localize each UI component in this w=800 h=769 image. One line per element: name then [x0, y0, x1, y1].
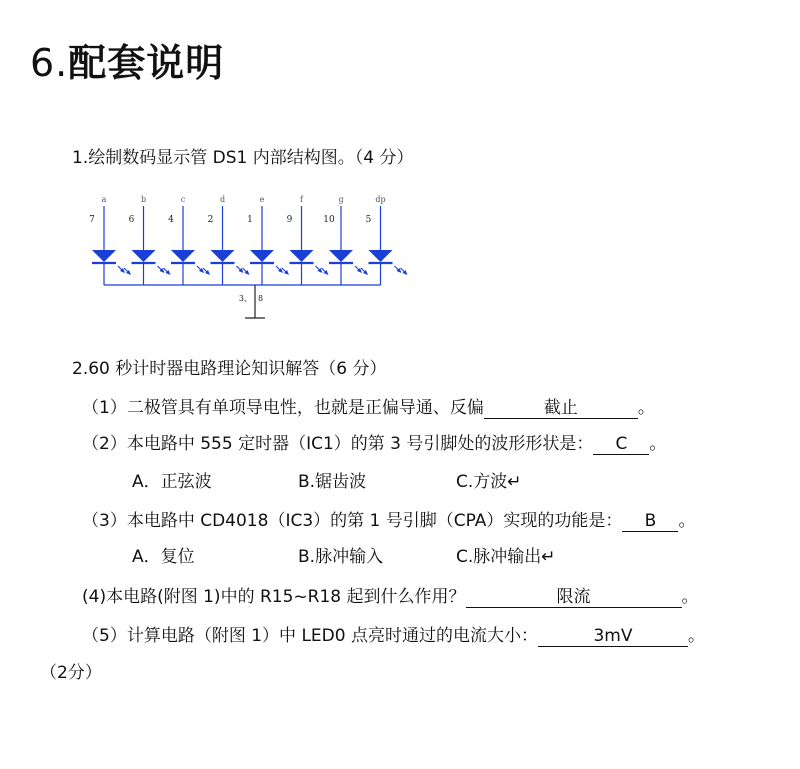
led-triangle — [290, 250, 314, 262]
question-2-item-5 — [82, 621, 705, 647]
question-2-title: 2.60 秒计时器电路理论知识解答（6 分） — [72, 359, 387, 379]
ds1-structure-diagram — [80, 190, 420, 322]
item-4-suffix: 。 — [681, 587, 699, 607]
pin-number-2: 2 — [207, 215, 214, 225]
question-2-item-3 — [82, 506, 695, 532]
question-2-item-2 — [82, 429, 666, 455]
pin-number-10: 10 — [323, 215, 335, 225]
led-triangle — [250, 250, 274, 262]
question-2-item-1 — [82, 393, 655, 419]
question-1-text: 1.绘制数码显示管 DS1 内部结构图。（4 分） — [72, 148, 414, 168]
segment-label-f: f — [300, 195, 303, 204]
question-2-item-4 — [82, 582, 699, 608]
led-triangle — [329, 250, 353, 262]
section-heading — [30, 32, 224, 87]
item-1-answer: 截止 — [484, 398, 638, 419]
item-3-option-c: C.脉冲输出↵ — [456, 547, 556, 567]
segment-label-b: b — [140, 195, 147, 204]
section-title: 配套说明 — [68, 41, 225, 85]
pin-number-7: 7 — [89, 215, 95, 225]
item-3-suffix: 。 — [678, 511, 696, 531]
item-3-option-a: A．复位 — [132, 547, 195, 567]
pin-number-5: 5 — [365, 215, 372, 225]
segment-label-e: e — [259, 195, 265, 204]
pin-number-9: 9 — [286, 215, 293, 225]
item-3-answer: B — [622, 511, 678, 532]
item-2-suffix: 。 — [649, 434, 667, 454]
item-1-suffix: 。 — [637, 398, 655, 418]
item-3-prefix: （3）本电路中 CD4018（IC3）的第 1 号引脚（CPA）实现的功能是： — [82, 511, 623, 531]
segment-label-g: g — [338, 195, 344, 204]
score-note: （2分） — [40, 663, 102, 683]
item-5-prefix: （5）计算电路（附图 1）中 LED0 点亮时通过的电流大小： — [82, 626, 538, 646]
item-2-prefix: （2）本电路中 555 定时器（IC1）的第 3 号引脚处的波形形状是： — [82, 434, 594, 454]
item-4-prefix: (4)本电路(附图 1)中的 R15~R18 起到什么作用？ — [82, 587, 466, 607]
led-triangle — [211, 250, 235, 262]
item-3-option-b: B.脉冲输入 — [298, 547, 384, 567]
pin-number-4: 4 — [168, 215, 174, 225]
led-triangle — [369, 250, 393, 262]
pin-number-6: 6 — [128, 215, 135, 225]
item-5-answer: 3mV — [538, 626, 688, 647]
led-triangle — [171, 250, 195, 262]
item-5-suffix: 。 — [687, 626, 705, 646]
item-2-answer: C — [593, 434, 649, 455]
item-1-prefix: （1）二极管具有单项导电性，也就是正偏导通、反偏 — [82, 398, 484, 418]
item-4-answer: 限流 — [466, 587, 682, 608]
led-triangle — [92, 250, 116, 262]
segment-label-c: c — [180, 195, 186, 204]
segment-label-dp: dp — [375, 195, 386, 204]
common-pin-label-2: 8 — [258, 294, 264, 303]
section-number: 6. — [30, 41, 69, 85]
item-2-option-a: A．正弦波 — [132, 472, 212, 492]
led-triangle — [132, 250, 156, 262]
item-2-option-b: B.锯齿波 — [298, 472, 367, 492]
segment-label-a: a — [101, 195, 107, 204]
common-pin-label: 3、 — [238, 294, 252, 303]
item-2-option-c: C.方波↵ — [456, 472, 522, 492]
segment-label-d: d — [219, 195, 226, 204]
pin-number-1: 1 — [247, 215, 253, 225]
